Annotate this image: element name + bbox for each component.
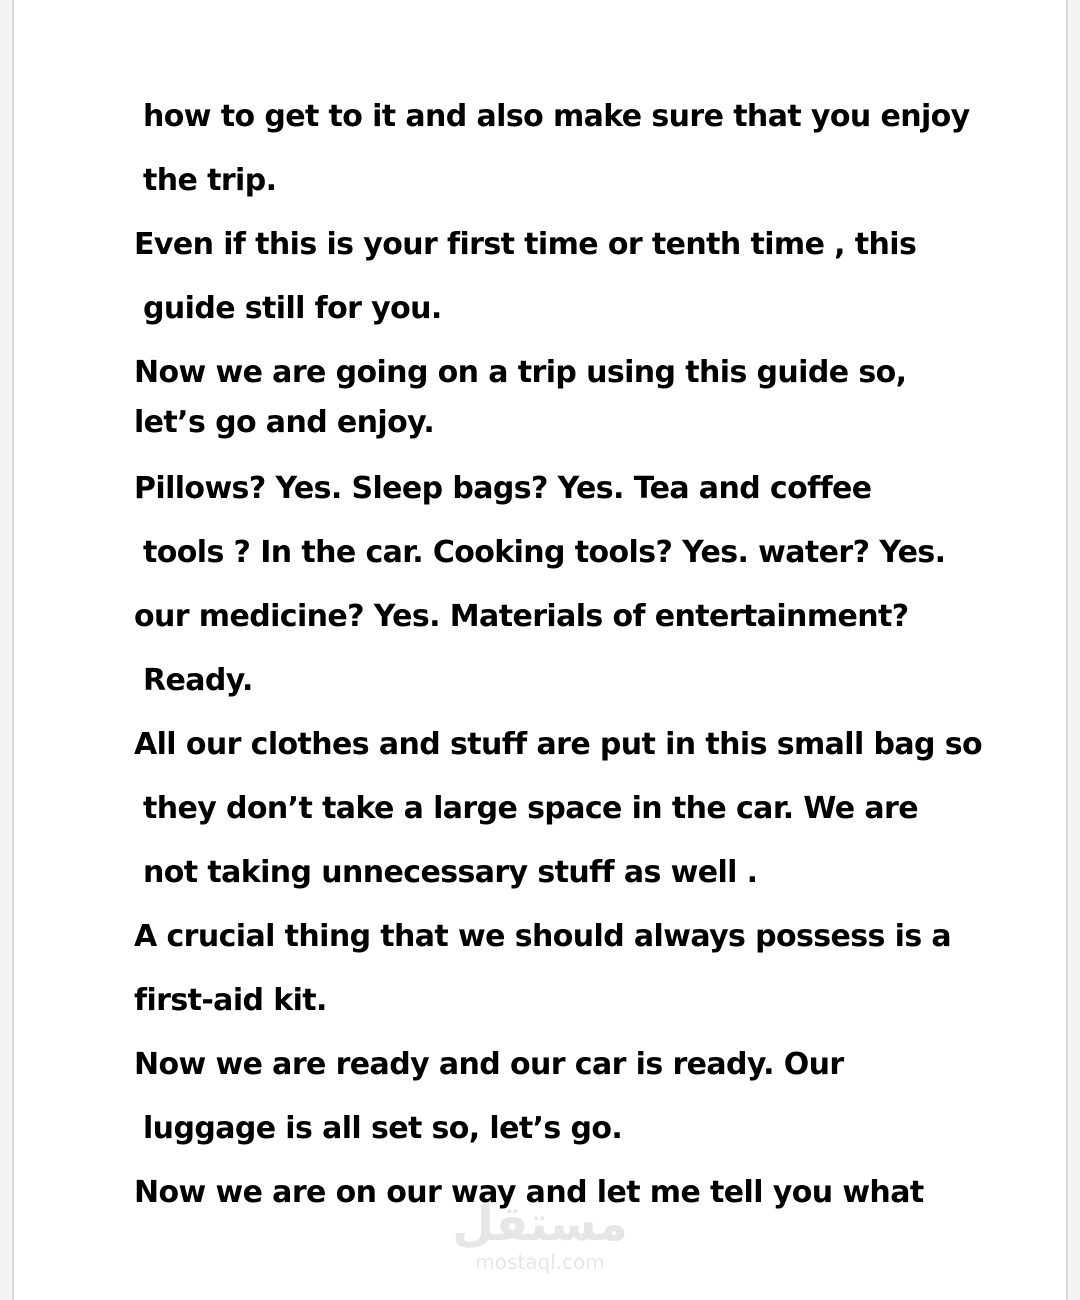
- text-line: our medicine? Yes. Materials of entertainment?: [134, 599, 909, 634]
- text-line: A crucial thing that we should always possess is a: [134, 919, 952, 954]
- watermark-logo: مستقل: [452, 1196, 628, 1252]
- text-line: first-aid kit.: [134, 983, 327, 1018]
- text-line: guide still for you.: [143, 291, 442, 326]
- text-line: Pillows? Yes. Sleep bags? Yes. Tea and coffee: [134, 471, 872, 506]
- text-line: let’s go and enjoy.: [134, 405, 435, 440]
- text-line: Even if this is your first time or tenth time , this: [134, 227, 917, 262]
- page-gutter-left: [0, 0, 12, 1300]
- text-line: Ready.: [143, 663, 253, 698]
- text-line: they don’t take a large space in the car. We are: [143, 791, 918, 826]
- text-line: how to get to it and also make sure that you enjoy: [143, 99, 970, 134]
- text-line: tools ? In the car. Cooking tools? Yes. water? Yes.: [143, 535, 946, 570]
- text-line: Now we are going on a trip using this guide so,: [134, 355, 907, 390]
- text-line: the trip.: [143, 163, 277, 198]
- text-line: not taking unnecessary stuff as well .: [143, 855, 758, 890]
- text-line: Now we are on our way and let me tell you what: [134, 1175, 924, 1210]
- text-line: luggage is all set so, let’s go.: [143, 1111, 623, 1146]
- text-line: Now we are ready and our car is ready. Our: [134, 1047, 844, 1082]
- page-gutter-right: [1068, 0, 1080, 1300]
- watermark-url: mostaql.com: [475, 1250, 605, 1274]
- text-line: All our clothes and stuff are put in this small bag so: [134, 727, 982, 762]
